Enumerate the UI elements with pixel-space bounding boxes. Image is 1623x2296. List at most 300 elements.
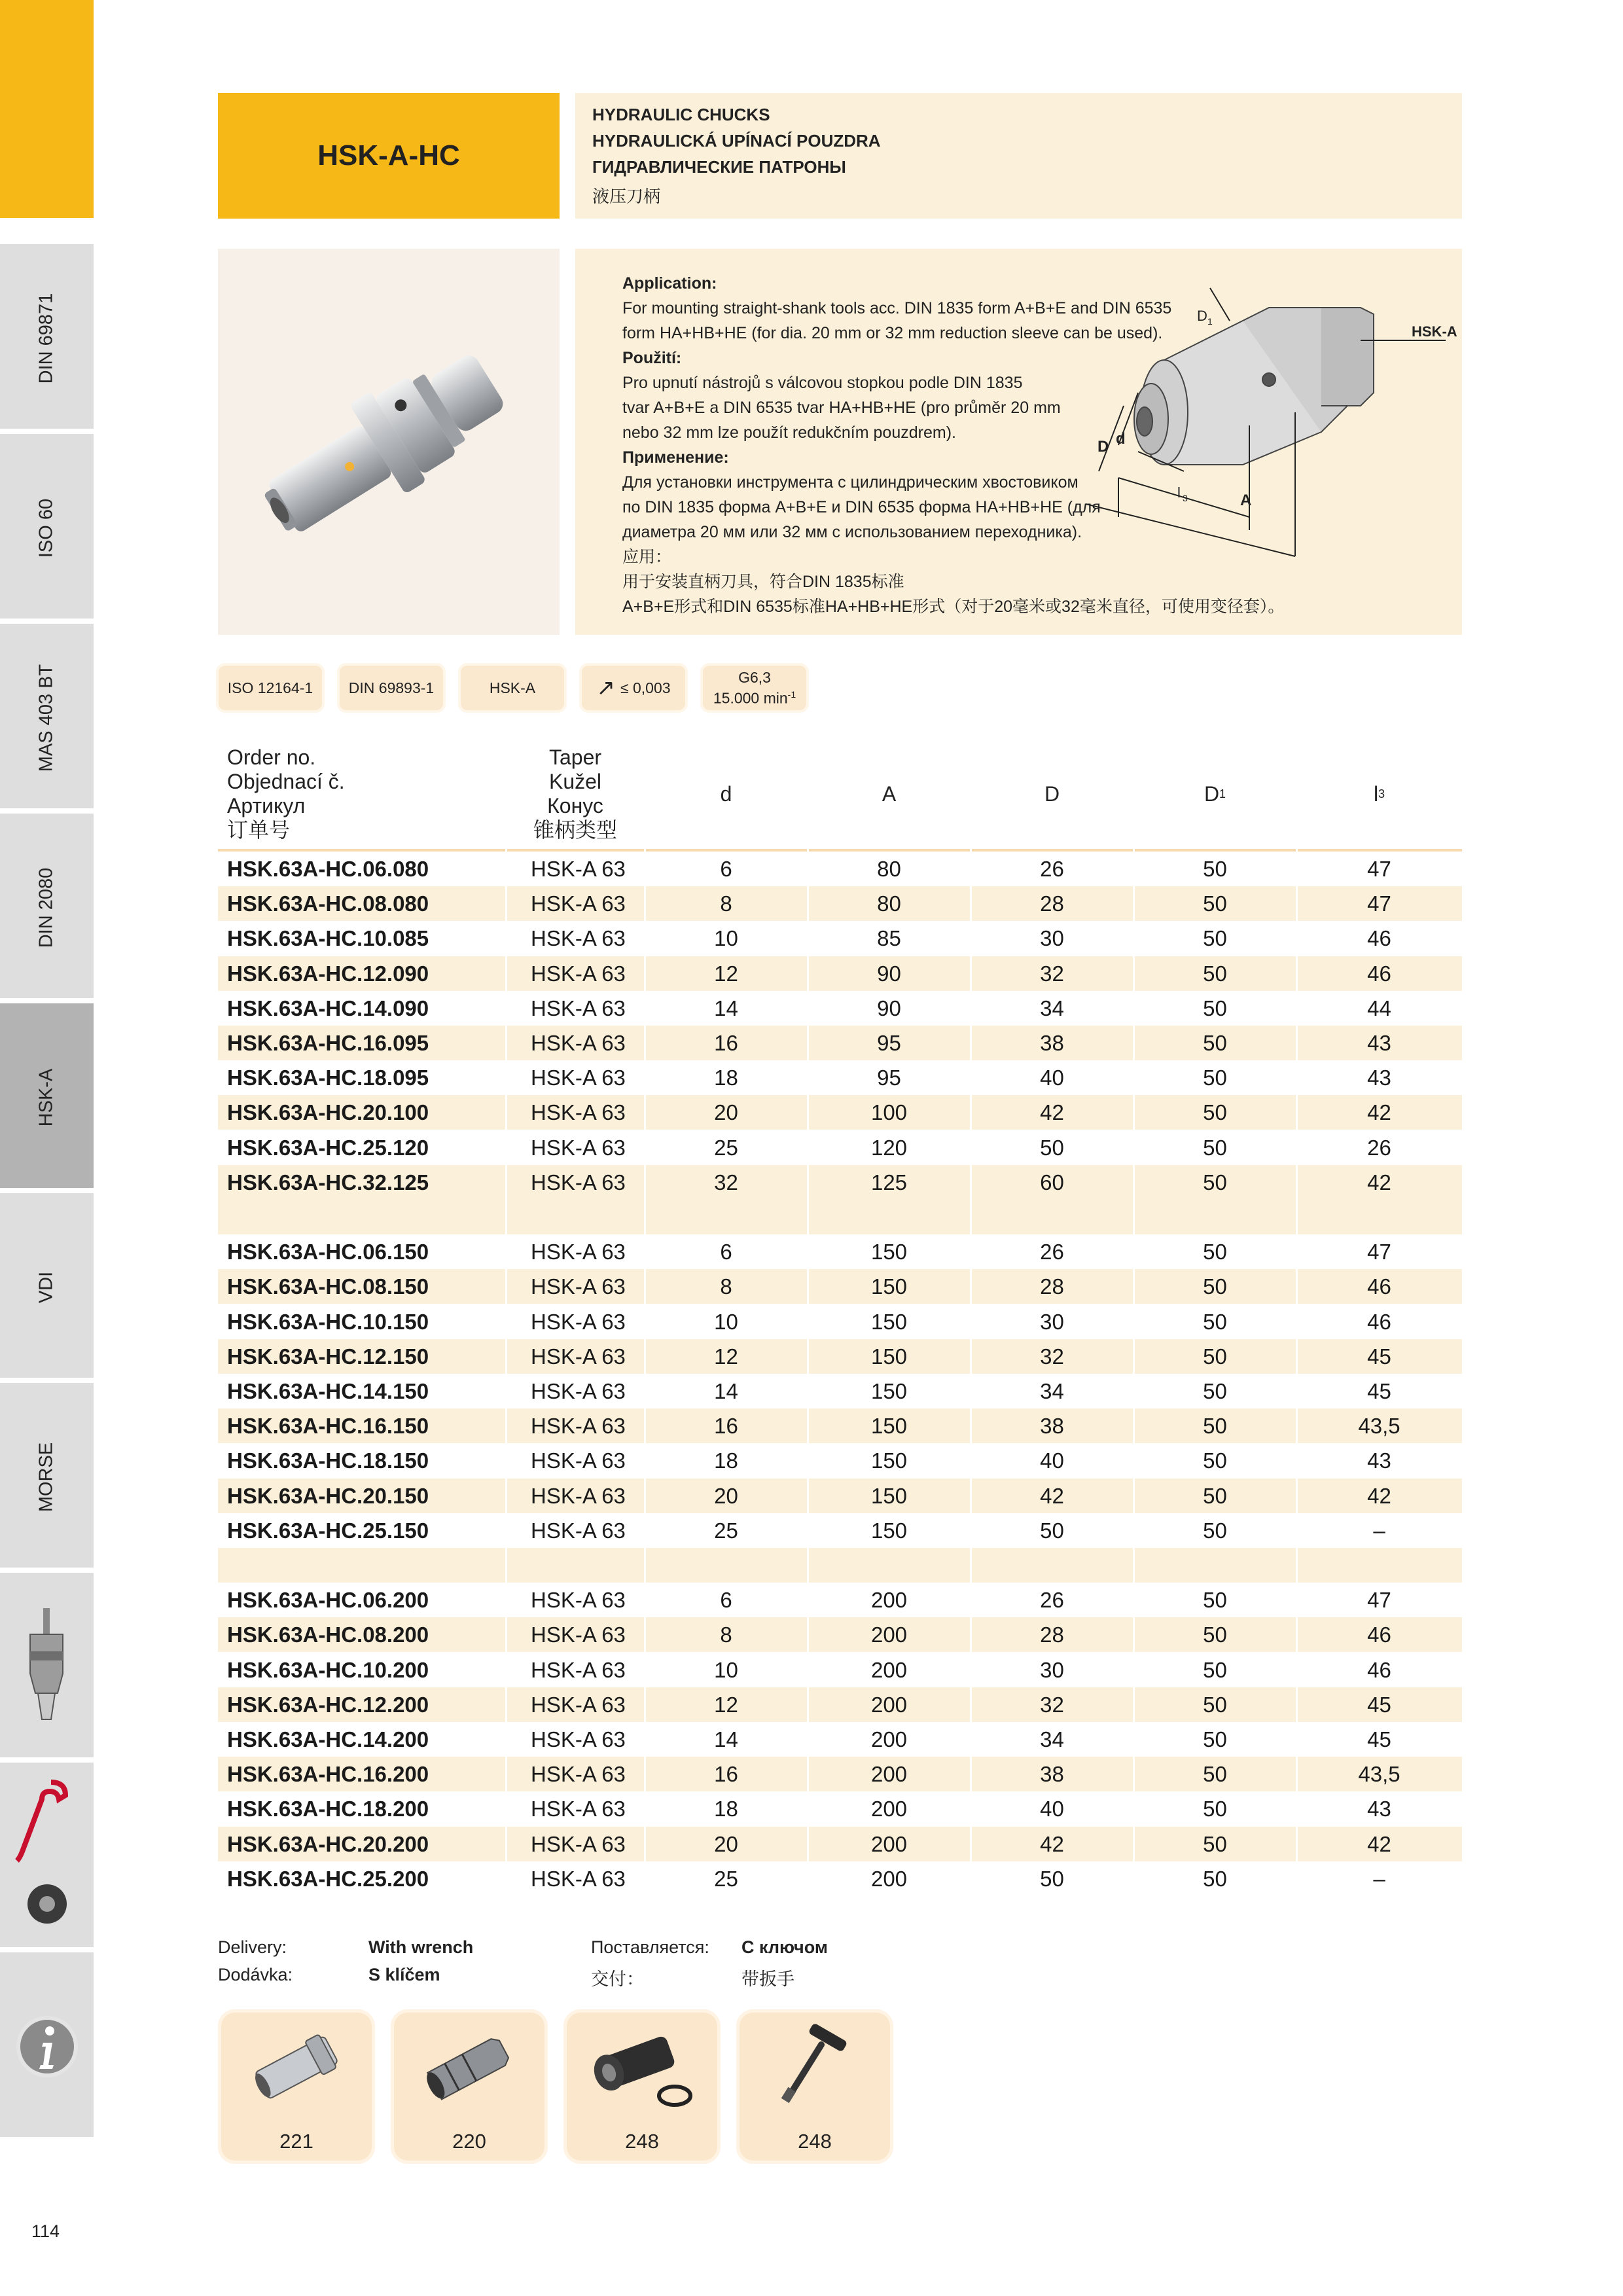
cell-l3: 46 (1367, 1657, 1391, 1682)
cell-d: 18 (714, 1066, 738, 1090)
sidebar-tab-morse[interactable] (0, 1383, 94, 1571)
cell-D1: 50 (1203, 1657, 1227, 1682)
header-text: Конус (547, 794, 603, 817)
cell-l3: 43 (1367, 1066, 1391, 1090)
cell-order-no: HSK.63A-HC.20.100 (227, 1100, 429, 1125)
cell-D: 34 (1040, 1727, 1064, 1751)
sidebar-tab-iso-60[interactable] (0, 434, 94, 622)
technical-drawing (1079, 281, 1457, 556)
cell-D: 26 (1040, 1588, 1064, 1613)
header-text: Objednací č. (227, 770, 345, 793)
cell-d: 16 (714, 1762, 738, 1787)
cell-l3: – (1373, 1866, 1385, 1891)
cell-l3: 46 (1367, 1309, 1391, 1334)
cell-d: 25 (714, 1135, 738, 1160)
table-row (218, 1687, 1462, 1722)
page-number: 114 (31, 2221, 60, 2241)
group-separator (218, 1200, 1462, 1234)
accessory-page-ref: 221 (279, 2130, 313, 2153)
accessory-tile-collet[interactable] (391, 2009, 548, 2164)
cell-A: 90 (877, 996, 901, 1020)
cell-l3: – (1373, 1518, 1385, 1543)
cell-A: 200 (870, 1762, 908, 1787)
cell-D: 32 (1040, 1344, 1064, 1369)
header-text: Kužel (548, 770, 602, 793)
cell-taper: HSK-A 63 (531, 926, 626, 951)
cell-D: 28 (1040, 1623, 1064, 1647)
cell-d: 16 (714, 1414, 738, 1439)
cell-d: 8 (720, 1274, 732, 1299)
table-row (218, 1617, 1462, 1652)
cell-l3: 45 (1367, 1344, 1391, 1369)
cell-D1: 50 (1203, 1414, 1227, 1439)
badge-balance (700, 663, 809, 713)
cell-D: 38 (1040, 1414, 1064, 1439)
table-row (218, 1827, 1462, 1861)
cell-D1: 50 (1203, 1274, 1227, 1299)
column-divider (807, 738, 809, 1896)
badge-text: HSK-A (489, 679, 536, 696)
cell-d: 25 (714, 1866, 738, 1891)
header-A: A (882, 781, 897, 806)
table-row (218, 1130, 1462, 1165)
table-row (218, 1269, 1462, 1304)
sidebar-accent-block (0, 0, 94, 218)
subtitle-cn: 液压刀柄 (592, 187, 661, 206)
cell-A: 120 (870, 1135, 908, 1160)
cell-l3: 45 (1367, 1727, 1391, 1751)
drawing-label-A: A (1240, 492, 1252, 509)
badge-runout (579, 663, 688, 713)
header-D: D (1044, 781, 1060, 806)
sidebar-tab-din-69871[interactable] (0, 244, 94, 433)
accessory-tile-clamping-nut[interactable] (563, 2009, 721, 2164)
sidebar-tab-accessories[interactable] (0, 1763, 94, 1951)
cell-d: 20 (714, 1483, 738, 1508)
cell-D: 40 (1040, 1448, 1064, 1473)
cell-order-no: HSK.63A-HC.06.200 (227, 1588, 429, 1613)
cell-order-no: HSK.63A-HC.08.150 (227, 1274, 429, 1299)
cell-d: 10 (714, 1657, 738, 1682)
sidebar-tab-mas-403-bt[interactable] (0, 624, 94, 812)
application-line: Для установки инструмента с цилиндрическим хвостовиком (622, 473, 1079, 492)
cell-order-no: HSK.63A-HC.14.150 (227, 1379, 429, 1403)
cell-taper: HSK-A 63 (531, 857, 626, 881)
cell-taper: HSK-A 63 (531, 1866, 626, 1891)
info-icon (0, 1952, 94, 2141)
cell-taper: HSK-A 63 (531, 1066, 626, 1090)
cell-D: 30 (1040, 1657, 1064, 1682)
cell-l3: 43,5 (1358, 1762, 1400, 1787)
cell-A: 150 (870, 1309, 908, 1334)
cell-taper: HSK-A 63 (531, 996, 626, 1020)
cell-D: 40 (1040, 1797, 1064, 1821)
table-row (218, 886, 1462, 921)
cell-A: 150 (870, 1379, 908, 1403)
clamping-nut-icon (577, 2018, 707, 2117)
cell-D: 28 (1040, 1274, 1064, 1299)
accessory-tile-reduction-sleeve[interactable] (218, 2009, 375, 2164)
cell-taper: HSK-A 63 (531, 1414, 626, 1439)
cell-A: 200 (870, 1692, 908, 1717)
cell-d: 6 (720, 1588, 732, 1613)
cell-A: 150 (870, 1414, 908, 1439)
cell-D: 26 (1040, 857, 1064, 881)
cell-l3: 46 (1367, 1623, 1391, 1647)
header-order-no (218, 738, 515, 850)
cell-A: 150 (870, 1483, 908, 1508)
cell-d: 10 (714, 926, 738, 951)
cell-A: 200 (870, 1727, 908, 1751)
cell-l3: 44 (1367, 996, 1391, 1020)
cell-D1: 50 (1203, 1379, 1227, 1403)
table-row (218, 1339, 1462, 1374)
cell-order-no: HSK.63A-HC.10.200 (227, 1657, 429, 1682)
table-row (218, 1479, 1462, 1513)
cell-order-no: HSK.63A-HC.12.200 (227, 1692, 429, 1717)
cell-l3: 42 (1367, 1170, 1391, 1194)
cell-order-no: HSK.63A-HC.18.095 (227, 1066, 429, 1090)
cell-D: 50 (1040, 1135, 1064, 1160)
table-row (218, 1722, 1462, 1757)
header-l3 (1296, 738, 1462, 850)
cell-A: 125 (870, 1170, 908, 1194)
sidebar-tab-hsk-a[interactable] (0, 1003, 94, 1192)
cell-l3: 43 (1367, 1031, 1391, 1055)
cell-order-no: HSK.63A-HC.32.125 (227, 1170, 429, 1194)
cell-l3: 46 (1367, 961, 1391, 986)
header-sub: 1 (1219, 787, 1226, 800)
application-line: по DIN 1835 форма A+B+E и DIN 6535 форма HA+HB+HE (для (622, 498, 1101, 516)
cell-A: 150 (870, 1274, 908, 1299)
cell-d: 8 (720, 891, 732, 916)
header-D1 (1133, 738, 1296, 850)
table-row (218, 1234, 1462, 1269)
sidebar-tab-din-2080[interactable] (0, 814, 94, 1002)
cell-D1: 50 (1203, 961, 1227, 986)
cell-A: 95 (877, 1031, 901, 1055)
sidebar (0, 0, 94, 2179)
collet-icon (404, 2018, 535, 2117)
cell-taper: HSK-A 63 (531, 1797, 626, 1821)
cell-d: 10 (714, 1309, 738, 1334)
cell-l3: 42 (1367, 1483, 1391, 1508)
cell-l3: 47 (1367, 1588, 1391, 1613)
cell-taper: HSK-A 63 (531, 1031, 626, 1055)
cell-D1: 50 (1203, 1588, 1227, 1613)
table-row (218, 1165, 1462, 1200)
cell-taper: HSK-A 63 (531, 1623, 626, 1647)
table-row (218, 852, 1462, 886)
cell-d: 16 (714, 1031, 738, 1055)
header-text: Order no. (227, 745, 316, 769)
cell-taper: HSK-A 63 (531, 1448, 626, 1473)
cell-l3: 46 (1367, 1274, 1391, 1299)
cell-l3: 47 (1367, 891, 1391, 916)
cell-d: 32 (714, 1170, 738, 1194)
table-row (218, 1026, 1462, 1060)
sidebar-tab-vdi[interactable] (0, 1193, 94, 1382)
cell-l3: 47 (1367, 857, 1391, 881)
header-text: Taper (548, 745, 602, 769)
sidebar-tab-label: MORSE (35, 1442, 57, 1513)
cell-order-no: HSK.63A-HC.18.200 (227, 1797, 429, 1821)
cell-order-no: HSK.63A-HC.14.200 (227, 1727, 429, 1751)
cell-A: 100 (870, 1100, 908, 1125)
cell-d: 8 (720, 1623, 732, 1647)
cell-order-no: HSK.63A-HC.14.090 (227, 996, 429, 1020)
cell-D: 30 (1040, 926, 1064, 951)
drawing-label-D: D (1097, 438, 1109, 456)
t-wrench-icon (749, 2018, 880, 2117)
cell-D: 34 (1040, 1379, 1064, 1403)
cell-d: 12 (714, 961, 738, 986)
cell-A: 200 (870, 1831, 908, 1856)
cell-d: 6 (720, 857, 732, 881)
cell-taper: HSK-A 63 (531, 1518, 626, 1543)
table-row (218, 991, 1462, 1026)
accessory-page-ref: 220 (452, 2130, 486, 2153)
sidebar-tab-label: ISO 60 (35, 498, 57, 558)
badge-din-69893 (337, 663, 446, 713)
cell-taper: HSK-A 63 (531, 1727, 626, 1751)
cell-D1: 50 (1203, 1135, 1227, 1160)
table-row (218, 956, 1462, 991)
cell-D1: 50 (1203, 857, 1227, 881)
cell-A: 80 (877, 857, 901, 881)
header-text: 锥柄类型 (533, 818, 617, 842)
wrench-icon (0, 1763, 94, 1951)
cell-order-no: HSK.63A-HC.08.080 (227, 891, 429, 916)
cell-D1: 50 (1203, 1344, 1227, 1369)
delivery-value-cn: 带扳手 (741, 1969, 794, 1989)
cell-D1: 50 (1203, 1240, 1227, 1265)
table-row (218, 1757, 1462, 1791)
table-row (218, 1304, 1462, 1339)
cell-D: 50 (1040, 1518, 1064, 1543)
cell-D: 28 (1040, 891, 1064, 916)
cell-l3: 43 (1367, 1448, 1391, 1473)
cell-taper: HSK-A 63 (531, 891, 626, 916)
cell-order-no: HSK.63A-HC.12.090 (227, 961, 429, 986)
application-line: Pro upnutí nástrojů s válcovou stopkou podle DIN 1835 (622, 374, 1023, 392)
cell-order-no: HSK.63A-HC.25.150 (227, 1518, 429, 1543)
cell-l3: 42 (1367, 1100, 1391, 1125)
badge-text: DIN 69893-1 (348, 679, 435, 696)
drill-chuck-icon (0, 1573, 94, 1761)
drawing-label-d1: D (1197, 308, 1207, 324)
drawing-label-l3-sub: 3 (1183, 493, 1188, 503)
cell-A: 85 (877, 926, 901, 951)
sidebar-tab-label: HSK-A (35, 1068, 57, 1127)
drawing-label-d1-sub: 1 (1207, 316, 1213, 327)
cell-l3: 45 (1367, 1692, 1391, 1717)
cell-d: 18 (714, 1797, 738, 1821)
cell-D1: 50 (1203, 1066, 1227, 1090)
badge-text: G6,3 (738, 669, 771, 687)
table-row (218, 1583, 1462, 1617)
cell-taper: HSK-A 63 (531, 961, 626, 986)
cell-taper: HSK-A 63 (531, 1309, 626, 1334)
delivery-value-cz: S klíčem (368, 1965, 440, 1984)
cell-taper: HSK-A 63 (531, 1762, 626, 1787)
header-d: d (720, 781, 732, 806)
application-line: 用于安装直柄刀具，符合DIN 1835标准 (622, 573, 904, 591)
cell-taper: HSK-A 63 (531, 1379, 626, 1403)
cell-D1: 50 (1203, 1309, 1227, 1334)
cell-taper: HSK-A 63 (531, 1588, 626, 1613)
delivery-label-cz: Dodávka: (218, 1965, 293, 1984)
application-heading-cn: 应用： (622, 548, 672, 566)
table-header (218, 738, 1462, 850)
table-row (218, 1443, 1462, 1478)
cell-taper: HSK-A 63 (531, 1344, 626, 1369)
cell-taper: HSK-A 63 (531, 1240, 626, 1265)
cell-order-no: HSK.63A-HC.10.085 (227, 926, 429, 951)
accessory-tile-t-wrench[interactable] (736, 2009, 893, 2164)
header-text: l (1373, 781, 1379, 806)
cell-order-no: HSK.63A-HC.20.150 (227, 1483, 429, 1508)
cell-d: 14 (714, 996, 738, 1020)
delivery-label-en: Delivery: (218, 1937, 287, 1957)
table-row (218, 1513, 1462, 1548)
drawing-label-l3: l (1177, 484, 1181, 501)
cell-taper: HSK-A 63 (531, 1483, 626, 1508)
cell-D: 30 (1040, 1309, 1064, 1334)
cell-d: 14 (714, 1727, 738, 1751)
cell-order-no: HSK.63A-HC.20.200 (227, 1831, 429, 1856)
delivery-label-cn: 交付： (591, 1969, 644, 1989)
cell-A: 150 (870, 1518, 908, 1543)
header-sub: 3 (1378, 787, 1385, 800)
badge-text-sup: -1 (787, 689, 796, 700)
cell-taper: HSK-A 63 (531, 1135, 626, 1160)
cell-D1: 50 (1203, 1692, 1227, 1717)
cell-d: 12 (714, 1692, 738, 1717)
cell-order-no: HSK.63A-HC.12.150 (227, 1344, 429, 1369)
cell-D: 50 (1040, 1866, 1064, 1891)
cell-D1: 50 (1203, 1448, 1227, 1473)
cell-order-no: HSK.63A-HC.16.200 (227, 1762, 429, 1787)
table-row (218, 1861, 1462, 1896)
cell-D: 26 (1040, 1240, 1064, 1265)
cell-l3: 26 (1367, 1135, 1391, 1160)
cell-l3: 42 (1367, 1831, 1391, 1856)
application-line: A+B+E形式和DIN 6535标准HA+HB+HE形式（对于20毫米或32毫米直径，可使用变径套）。 (622, 598, 1285, 616)
application-line: nebo 32 mm lze použít redukčním pouzdrem). (622, 423, 956, 442)
page-title: HSK-A-HC (317, 139, 460, 171)
cell-d: 14 (714, 1379, 738, 1403)
cell-A: 95 (877, 1066, 901, 1090)
cell-D1: 50 (1203, 1100, 1227, 1125)
cell-d: 18 (714, 1448, 738, 1473)
cell-D: 32 (1040, 961, 1064, 986)
cell-taper: HSK-A 63 (531, 1274, 626, 1299)
cell-taper: HSK-A 63 (531, 1100, 626, 1125)
table-row (218, 1408, 1462, 1443)
delivery-value-ru: С ключом (741, 1937, 828, 1957)
cell-l3: 43,5 (1358, 1414, 1400, 1439)
sidebar-tab-label: DIN 2080 (35, 867, 57, 948)
application-heading-en: Application: (622, 274, 717, 293)
application-heading-ru: Применение: (622, 448, 729, 467)
cell-order-no: HSK.63A-HC.10.150 (227, 1309, 429, 1334)
reduction-sleeve-icon (231, 2018, 362, 2117)
application-line: диаметра 20 мм или 32 мм с использованием переходника). (622, 523, 1082, 541)
cell-D1: 50 (1203, 1031, 1227, 1055)
cell-d: 12 (714, 1344, 738, 1369)
application-line: tvar A+B+E a DIN 6535 tvar HA+HB+HE (pro průměr 20 mm (622, 399, 1061, 417)
sidebar-tab-info[interactable] (0, 1952, 94, 2141)
product-title-box (218, 93, 560, 219)
cell-l3: 43 (1367, 1797, 1391, 1821)
cell-D: 42 (1040, 1831, 1064, 1856)
application-line: For mounting straight-shank tools acc. DIN 1835 form A+B+E and DIN 6535 (622, 299, 1172, 317)
column-divider (644, 738, 646, 1896)
cell-A: 200 (870, 1623, 908, 1647)
header-text: 订单号 (227, 818, 291, 842)
cell-A: 90 (877, 961, 901, 986)
group-separator (218, 1548, 1462, 1583)
table-row (218, 1374, 1462, 1408)
product-photo (218, 249, 560, 635)
column-divider (970, 738, 972, 1896)
badge-text: 15.000 min (713, 689, 788, 707)
cell-D1: 50 (1203, 1483, 1227, 1508)
header-text: D (1204, 781, 1220, 806)
cell-D: 42 (1040, 1483, 1064, 1508)
cell-A: 200 (870, 1797, 908, 1821)
cell-order-no: HSK.63A-HC.25.200 (227, 1866, 429, 1891)
cell-D: 34 (1040, 996, 1064, 1020)
sidebar-tab-label: DIN 69871 (35, 293, 57, 384)
sidebar-tab-drill-chucks[interactable] (0, 1573, 94, 1761)
delivery-label-ru: Поставляется: (591, 1937, 709, 1957)
application-line: form HA+HB+HE (for dia. 20 mm or 32 mm reduction sleeve can be used). (622, 324, 1163, 342)
accessory-page-ref: 248 (798, 2130, 832, 2153)
cell-A: 150 (870, 1448, 908, 1473)
cell-D: 60 (1040, 1170, 1064, 1194)
header-text: Артикул (227, 794, 306, 817)
cell-D: 38 (1040, 1031, 1064, 1055)
cell-d: 6 (720, 1240, 732, 1265)
cell-order-no: HSK.63A-HC.25.120 (227, 1135, 429, 1160)
cell-l3: 45 (1367, 1379, 1391, 1403)
cell-order-no: HSK.63A-HC.06.080 (227, 857, 429, 881)
cell-order-no: HSK.63A-HC.16.150 (227, 1414, 429, 1439)
cell-D1: 50 (1203, 996, 1227, 1020)
cell-D1: 50 (1203, 1518, 1227, 1543)
cell-taper: HSK-A 63 (531, 1692, 626, 1717)
cell-A: 80 (877, 891, 901, 916)
drawing-label-d: d (1116, 430, 1126, 448)
sidebar-tab-label: VDI (35, 1271, 57, 1304)
subtitle-cz: HYDRAULICKÁ UPÍNACÍ POUZDRA (592, 131, 881, 151)
table-row (218, 1060, 1462, 1095)
runout-arrow-icon: ↗ (596, 675, 615, 700)
cell-taper: HSK-A 63 (531, 1657, 626, 1682)
table-row (218, 1095, 1462, 1130)
badge-iso-12164 (216, 663, 325, 713)
cell-D1: 50 (1203, 1727, 1227, 1751)
delivery-value-en: With wrench (368, 1937, 474, 1957)
description-box (575, 249, 1462, 635)
column-divider (1296, 738, 1298, 1896)
cell-D: 32 (1040, 1692, 1064, 1717)
cell-A: 200 (870, 1657, 908, 1682)
cell-l3: 47 (1367, 1240, 1391, 1265)
cell-order-no: HSK.63A-HC.08.200 (227, 1623, 429, 1647)
